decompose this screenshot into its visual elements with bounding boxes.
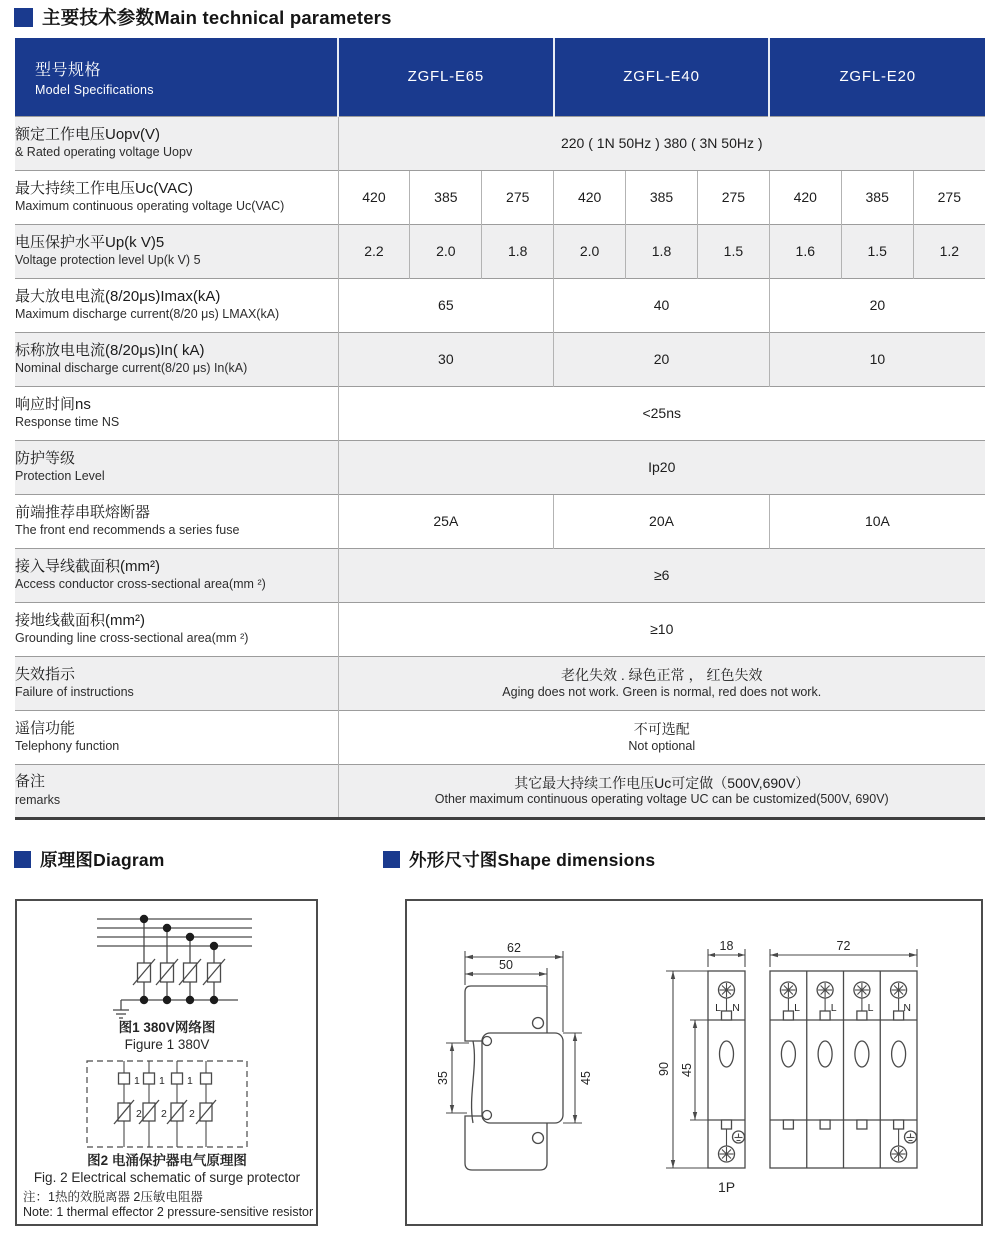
cell-value: 1.5 [841, 224, 913, 278]
cell-value: ≥10 [338, 602, 985, 656]
terminal-label-n: N [732, 1002, 740, 1014]
cell-value: 275 [482, 170, 554, 224]
note-en: Note: 1 thermal effector 2 pressure-sensitive resistor [23, 1205, 314, 1219]
table-row-nominal-discharge-current [15, 332, 985, 386]
pole-label-1p: 1P [717, 1179, 736, 1195]
row-label [15, 386, 338, 440]
row-label-en: Nominal discharge current(8/20 μs) In(kA) [15, 361, 248, 376]
cell-value: 275 [697, 170, 769, 224]
component2-label: 2 [161, 1108, 167, 1120]
cell-value: 1.5 [697, 224, 769, 278]
pole-column [891, 982, 917, 1162]
table-header-row [15, 38, 985, 116]
row-label-zh: 防护等级 [15, 449, 76, 467]
row-label [15, 602, 338, 656]
cell-value-en: Not optional [628, 738, 696, 753]
figure2-spd-schematic [23, 1061, 313, 1219]
row-label [15, 224, 338, 278]
cell-value: 1.8 [482, 224, 554, 278]
blue-square-icon [14, 851, 31, 868]
ground-terminal-icon [905, 1131, 917, 1143]
header-label-cell [15, 38, 338, 116]
table-row-failure-indication [15, 656, 985, 710]
component1-label: 1 [187, 1075, 193, 1087]
diagram-title-en: Diagram [93, 850, 165, 870]
cell-value: 420 [769, 170, 841, 224]
pole-column [854, 982, 874, 1129]
cell-value: 30 [338, 332, 554, 386]
component2-label: 2 [189, 1108, 195, 1120]
section-title-diagram [14, 847, 165, 872]
ground-terminal-icon [733, 1131, 745, 1143]
model-header: ZGFL-E20 [769, 38, 985, 116]
component1-label: 1 [159, 1075, 165, 1087]
cell-value: 275 [913, 170, 985, 224]
table-row-access-conductor-area [15, 548, 985, 602]
cell-value-zh: 其它最大持续工作电压Uc可定做（500V,690V） [514, 774, 810, 791]
cell-value: 2.0 [554, 224, 626, 278]
row-label-en: & Rated operating voltage Uopv [15, 145, 193, 160]
header-label-en: Model Specifications [35, 82, 154, 97]
table-row-grounding-line-area [15, 602, 985, 656]
pole-column [817, 982, 837, 1129]
row-label-en: Failure of instructions [15, 685, 134, 700]
terminal-label-l: L [715, 1002, 721, 1014]
section-title-parameters [14, 4, 392, 30]
row-label-zh: 备注 [15, 773, 46, 791]
side-view-drawing [436, 941, 593, 1170]
row-label-zh: 接入导线截面积(mm²) [15, 557, 160, 575]
cell-value: 25A [338, 494, 554, 548]
dim-1p-width-label: 18 [719, 939, 734, 953]
row-label [15, 548, 338, 602]
row-label [15, 440, 338, 494]
circuit-diagram-svg [17, 901, 316, 1220]
row-label-zh: 遥信功能 [15, 719, 76, 737]
cell-value-zh: 不可选配 [633, 721, 690, 738]
diagram-title-zh: 原理图 [40, 850, 94, 870]
model-header: ZGFL-E65 [338, 38, 554, 116]
terminal-label: N [903, 1002, 911, 1014]
component2-label: 2 [136, 1108, 142, 1120]
row-label-en: Response time NS [15, 415, 120, 430]
cell-value: 1.8 [626, 224, 698, 278]
table-row-response-time [15, 386, 985, 440]
row-label-en: Maximum continuous operating voltage Uc(VAC) [15, 199, 285, 214]
cell-value: 385 [841, 170, 913, 224]
screw-terminal-icon [891, 1146, 907, 1162]
dim-1p-inner-height-label: 45 [680, 1063, 694, 1077]
thermal-disconnector-symbol [119, 1073, 212, 1084]
cell-value: 40 [554, 278, 770, 332]
cell-value: 65 [338, 278, 554, 332]
pole-column [780, 982, 800, 1129]
row-label [15, 278, 338, 332]
title-en: Main technical parameters [154, 7, 392, 28]
blue-square-icon [383, 851, 400, 868]
table-row-remarks [15, 764, 985, 818]
cell-value: 385 [410, 170, 482, 224]
spec-table [15, 38, 985, 820]
blue-square-icon [14, 8, 33, 27]
row-label-en: remarks [15, 792, 61, 807]
row-label [15, 116, 338, 170]
circuit-diagram-box [15, 899, 318, 1226]
row-label-zh: 响应时间ns [15, 395, 91, 413]
cell-value: 385 [626, 170, 698, 224]
row-label-en: Voltage protection level Up(k V) 5 [15, 253, 201, 268]
title-zh: 主要技术参数 [42, 7, 155, 28]
table-row-rated-voltage [15, 116, 985, 170]
dim-side-left-height-label: 35 [436, 1071, 450, 1085]
cell-value: ≥6 [338, 548, 985, 602]
cell-value [338, 764, 985, 818]
row-label-zh: 最大放电电流(8/20μs)Imax(kA) [15, 287, 221, 305]
row-label [15, 494, 338, 548]
terminal-label: L [830, 1002, 837, 1014]
cell-value [338, 656, 985, 710]
table-row-series-fuse [15, 494, 985, 548]
row-label-en: Protection Level [15, 469, 105, 484]
figure2-caption-zh: 图2 电涌保护器电气原理图 [87, 1153, 247, 1168]
cell-value: 20 [769, 278, 985, 332]
shape-dimensions-svg [407, 901, 977, 1220]
ground-symbol-icon [113, 1000, 129, 1018]
cell-value: 220 ( 1N 50Hz ) 380 ( 3N 50Hz ) [338, 116, 985, 170]
terminal-label: L [867, 1002, 874, 1014]
dim-1p-outer-height-label: 90 [657, 1062, 671, 1076]
cell-value-en: Other maximum continuous operating voltage UC can be customized(500V, 690V) [434, 792, 889, 807]
row-label-en: Grounding line cross-sectional area(mm ²) [15, 631, 249, 646]
cell-value: Ip20 [338, 440, 985, 494]
cell-value: 2.0 [410, 224, 482, 278]
row-label-zh: 额定工作电压Uopv(V) [15, 125, 161, 143]
row-label-zh: 失效指示 [15, 665, 76, 683]
cell-value: 420 [338, 170, 410, 224]
row-label-zh: 接地线截面积(mm²) [15, 611, 145, 629]
figure2-caption-en: Fig. 2 Electrical schematic of surge protector [33, 1170, 301, 1185]
front-view-4p-drawing [770, 939, 917, 1168]
figure1-caption-zh: 图1 380V网络图 [118, 1020, 216, 1035]
row-label-en: The front end recommends a series fuse [15, 523, 240, 538]
varistor-symbol [133, 959, 225, 985]
table-row-max-continuous-voltage [15, 170, 985, 224]
table-row-protection-level [15, 440, 985, 494]
shape-title-zh: 外形尺寸图 [409, 850, 498, 870]
screw-terminal-icon [719, 1146, 735, 1162]
figure1-caption-en: Figure 1 380V [124, 1037, 210, 1052]
dim-outer-width-label: 62 [507, 941, 521, 955]
cell-value-zh: 老化失效 . 绿色正常 ， 红色失效 [561, 667, 763, 684]
shape-dimensions-box [405, 899, 983, 1226]
row-label [15, 170, 338, 224]
cell-value: 20A [554, 494, 770, 548]
row-label-zh: 前端推荐串联熔断器 [15, 503, 151, 521]
note-zh: 注：1热的效脱离器 2压敏电阻器 [23, 1190, 203, 1204]
dim-side-right-height-label: 45 [579, 1071, 593, 1085]
row-label-en: Telephony function [15, 739, 120, 754]
cell-value: 1.6 [769, 224, 841, 278]
model-header: ZGFL-E40 [554, 38, 770, 116]
table-row-max-discharge-current [15, 278, 985, 332]
row-label [15, 710, 338, 764]
row-label [15, 656, 338, 710]
cell-value: 2.2 [338, 224, 410, 278]
cell-value-en: Aging does not work. Green is normal, red does not work. [502, 684, 822, 699]
cell-value: 1.2 [913, 224, 985, 278]
cell-value: 10A [769, 494, 985, 548]
row-label-zh: 电压保护水平Up(k V)5 [15, 233, 165, 251]
header-label-zh: 型号规格 [35, 61, 102, 79]
row-label-zh: 最大持续工作电压Uc(VAC) [15, 179, 194, 197]
dim-inner-width-label: 50 [499, 958, 513, 972]
cell-value [338, 710, 985, 764]
row-label-en: Access conductor cross-sectional area(mm ²) [15, 577, 266, 592]
dim-4p-width-label: 72 [836, 939, 851, 953]
table-row-telephony-function [15, 710, 985, 764]
screw-terminal-icon [719, 982, 735, 998]
row-label [15, 764, 338, 818]
row-label [15, 332, 338, 386]
cell-value: <25ns [338, 386, 985, 440]
row-label-en: Maximum discharge current(8/20 μs) LMAX(kA) [15, 307, 280, 322]
front-view-1p-drawing [657, 939, 745, 1195]
shape-title-en: Shape dimensions [497, 850, 656, 870]
terminal-label: L [794, 1002, 800, 1014]
section-title-text [42, 4, 392, 30]
cell-value: 20 [554, 332, 770, 386]
cell-value: 10 [769, 332, 985, 386]
section-title-shape-dimensions [383, 847, 655, 872]
figure1-network-schematic [97, 915, 252, 1052]
row-label-zh: 标称放电电流(8/20μs)In( kA) [15, 341, 205, 359]
table-row-voltage-protection-level [15, 224, 985, 278]
cell-value: 420 [554, 170, 626, 224]
component1-label: 1 [134, 1075, 140, 1087]
